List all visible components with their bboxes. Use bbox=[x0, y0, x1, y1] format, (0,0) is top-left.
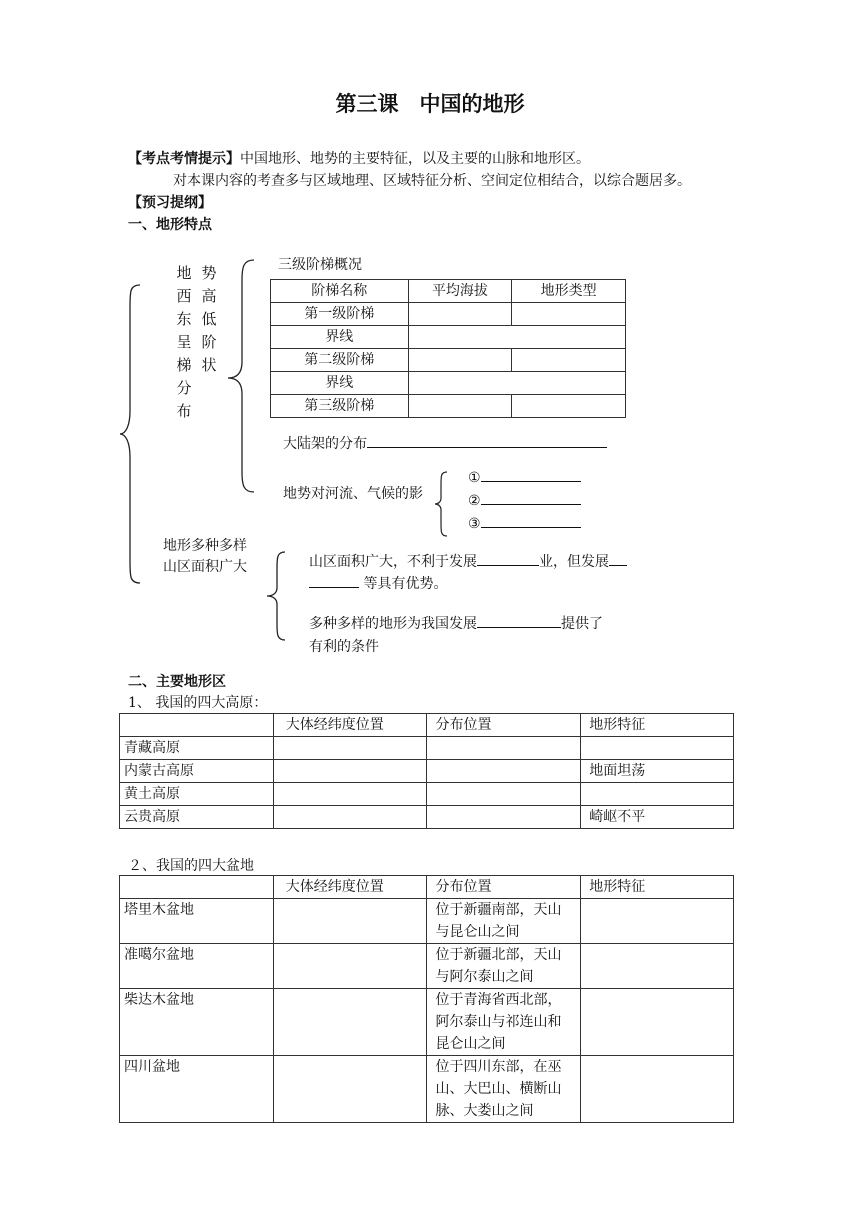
cell-line: 阿尔泰山与祁连山和 bbox=[435, 1014, 562, 1030]
exam-tip-tag: 【考点考情提示】 bbox=[128, 151, 240, 167]
diverse-label-1: 地形多种多样 bbox=[163, 538, 247, 554]
table-row bbox=[271, 349, 626, 372]
table-cell: 第二级阶梯 bbox=[271, 349, 409, 372]
diverse-brace bbox=[265, 550, 287, 642]
table-cell bbox=[581, 899, 734, 944]
item-marker: ② bbox=[468, 493, 481, 509]
exam-tip-text: 中国地形、地势的主要特征，以及主要的山脉和地形区。 bbox=[240, 151, 590, 167]
plateau-table bbox=[119, 713, 734, 829]
plateau-title: 1、 我国的四大高原： bbox=[128, 695, 268, 711]
table-row bbox=[271, 326, 626, 349]
table-cell bbox=[408, 303, 512, 326]
table-cell bbox=[427, 806, 581, 829]
table-cell bbox=[427, 737, 581, 760]
table-cell bbox=[512, 395, 626, 418]
terrain-brace bbox=[226, 258, 256, 494]
table-row bbox=[120, 783, 734, 806]
answer-blank bbox=[481, 513, 581, 528]
basin-name: 准噶尔盆地 bbox=[120, 944, 274, 989]
table-cell: 第三级阶梯 bbox=[271, 395, 409, 418]
table-cell: 地面坦荡 bbox=[581, 760, 734, 783]
table-cell: 崎岖不平 bbox=[581, 806, 734, 829]
table-row bbox=[120, 714, 734, 737]
table-row bbox=[271, 303, 626, 326]
v-char: 状 bbox=[201, 356, 217, 374]
table-row bbox=[271, 280, 626, 303]
table-cell bbox=[427, 783, 581, 806]
plateau-name: 云贵高原 bbox=[120, 806, 274, 829]
shelf-blank bbox=[367, 433, 607, 448]
table-header: 地形特征 bbox=[581, 876, 734, 899]
outer-brace bbox=[118, 283, 142, 585]
table-header bbox=[120, 714, 274, 737]
table-row bbox=[120, 806, 734, 829]
section-2-heading: 二、主要地形区 bbox=[128, 674, 226, 690]
diverse-label-2: 山区面积广大 bbox=[163, 559, 247, 575]
section-1-heading: 一、地形特点 bbox=[128, 217, 212, 233]
intro-line-1 bbox=[128, 148, 590, 168]
table-row bbox=[271, 395, 626, 418]
influence-brace bbox=[433, 470, 449, 538]
table-cell bbox=[581, 1056, 734, 1123]
basin-name: 柴达木盆地 bbox=[120, 989, 274, 1056]
diverse-text-line-1 bbox=[309, 613, 603, 633]
v-char: 势 bbox=[201, 264, 217, 282]
v-char: 呈 bbox=[176, 333, 192, 351]
outline-tag: 【预习提纲】 bbox=[128, 195, 212, 211]
table-cell bbox=[581, 944, 734, 989]
table-cell bbox=[512, 303, 626, 326]
answer-blank bbox=[477, 551, 539, 566]
answer-blank bbox=[481, 490, 581, 505]
table-row bbox=[271, 372, 626, 395]
cell-line: 位于新疆南部，天山 bbox=[435, 902, 562, 918]
plateau-name: 黄土高原 bbox=[120, 783, 274, 806]
mountain-line-2 bbox=[309, 573, 447, 593]
diverse-text-line-2: 有利的条件 bbox=[309, 639, 379, 655]
table-header bbox=[120, 876, 274, 899]
table-cell bbox=[408, 349, 512, 372]
basin-name: 四川盆地 bbox=[120, 1056, 274, 1123]
mountain-line-1 bbox=[309, 551, 627, 571]
table-cell bbox=[408, 326, 625, 349]
table-cell bbox=[581, 783, 734, 806]
cell-line: 昆仑山之间 bbox=[435, 1036, 506, 1052]
page-title: 第三课 中国的地形 bbox=[335, 92, 525, 116]
diverse-text: 多种多样的地形为我国发展 bbox=[309, 616, 477, 632]
table-row bbox=[120, 1056, 734, 1123]
v-char: 地 bbox=[176, 264, 192, 282]
cell-line: 位于四川东部，在巫 bbox=[435, 1059, 562, 1075]
basin-table bbox=[119, 875, 734, 1123]
cell-line: 脉、大娄山之间 bbox=[435, 1103, 534, 1119]
table-header: 大体经纬度位置 bbox=[273, 876, 427, 899]
table-cell bbox=[512, 349, 626, 372]
table-cell: 界线 bbox=[271, 372, 409, 395]
v-char: 梯 bbox=[176, 356, 192, 374]
intro-line-2: 对本课内容的考查多与区域地理、区域特征分析、空间定位相结合，以综合题居多。 bbox=[173, 173, 691, 189]
table-cell bbox=[408, 395, 512, 418]
table-header: 分布位置 bbox=[427, 714, 581, 737]
cell-line: 位于青海省西北部， bbox=[435, 992, 562, 1008]
table-cell bbox=[273, 737, 427, 760]
table-header: 大体经纬度位置 bbox=[273, 714, 427, 737]
cell-line: 位于新疆北部，天山 bbox=[435, 947, 562, 963]
basin-name: 塔里木盆地 bbox=[120, 899, 274, 944]
mountain-text: 等具有优势。 bbox=[363, 576, 448, 592]
table-header: 分布位置 bbox=[427, 876, 581, 899]
influence-label: 地势对河流、气候的影 bbox=[283, 486, 423, 502]
ladder-title: 三级阶梯概况 bbox=[278, 257, 362, 273]
v-char: 高 bbox=[201, 287, 217, 305]
v-char: 阶 bbox=[201, 333, 217, 351]
v-char: 低 bbox=[201, 310, 217, 328]
basin-distribution bbox=[427, 989, 581, 1056]
table-cell bbox=[273, 1056, 427, 1123]
table-row bbox=[120, 737, 734, 760]
basin-title: ２、我国的四大盆地 bbox=[128, 858, 254, 874]
table-header: 地形特征 bbox=[581, 714, 734, 737]
influence-item-2 bbox=[468, 490, 581, 509]
plateau-name: 内蒙古高原 bbox=[120, 760, 274, 783]
basin-distribution bbox=[427, 1056, 581, 1123]
v-char: 布 bbox=[176, 402, 192, 420]
answer-blank bbox=[477, 613, 561, 628]
table-row bbox=[120, 989, 734, 1056]
v-char: 分 bbox=[176, 379, 192, 397]
mountain-text: 业，但发展 bbox=[539, 554, 609, 570]
table-cell bbox=[273, 783, 427, 806]
cell-line: 与阿尔泰山之间 bbox=[435, 969, 534, 985]
answer-blank bbox=[309, 573, 359, 588]
v-char: 西 bbox=[176, 287, 192, 305]
table-cell bbox=[273, 899, 427, 944]
table-header: 地形类型 bbox=[512, 280, 626, 303]
cell-line: 与昆仑山之间 bbox=[435, 924, 520, 940]
basin-distribution bbox=[427, 899, 581, 944]
table-cell bbox=[581, 989, 734, 1056]
table-cell: 界线 bbox=[271, 326, 409, 349]
table-cell bbox=[273, 989, 427, 1056]
table-row bbox=[120, 899, 734, 944]
table-cell bbox=[273, 760, 427, 783]
diverse-text: 提供了 bbox=[561, 616, 603, 632]
item-marker: ① bbox=[468, 470, 481, 486]
table-row bbox=[120, 760, 734, 783]
mountain-text: 山区面积广大，不利于发展 bbox=[309, 554, 477, 570]
table-cell bbox=[408, 372, 625, 395]
shelf-line bbox=[283, 433, 607, 453]
table-cell bbox=[273, 806, 427, 829]
influence-item-3 bbox=[468, 513, 581, 532]
table-header: 平均海拔 bbox=[408, 280, 512, 303]
table-header: 阶梯名称 bbox=[271, 280, 409, 303]
answer-blank bbox=[481, 467, 581, 482]
table-cell bbox=[273, 944, 427, 989]
answer-blank bbox=[609, 551, 627, 566]
table-cell bbox=[427, 760, 581, 783]
influence-item-1 bbox=[468, 467, 581, 486]
cell-line: 山、大巴山、横断山 bbox=[435, 1081, 562, 1097]
basin-distribution bbox=[427, 944, 581, 989]
table-cell: 第一级阶梯 bbox=[271, 303, 409, 326]
plateau-name: 青藏高原 bbox=[120, 737, 274, 760]
table-row bbox=[120, 876, 734, 899]
ladder-table bbox=[270, 279, 626, 418]
v-char: 东 bbox=[176, 310, 192, 328]
table-cell bbox=[581, 737, 734, 760]
shelf-label: 大陆架的分布 bbox=[283, 436, 367, 452]
table-row bbox=[120, 944, 734, 989]
item-marker: ③ bbox=[468, 516, 481, 532]
